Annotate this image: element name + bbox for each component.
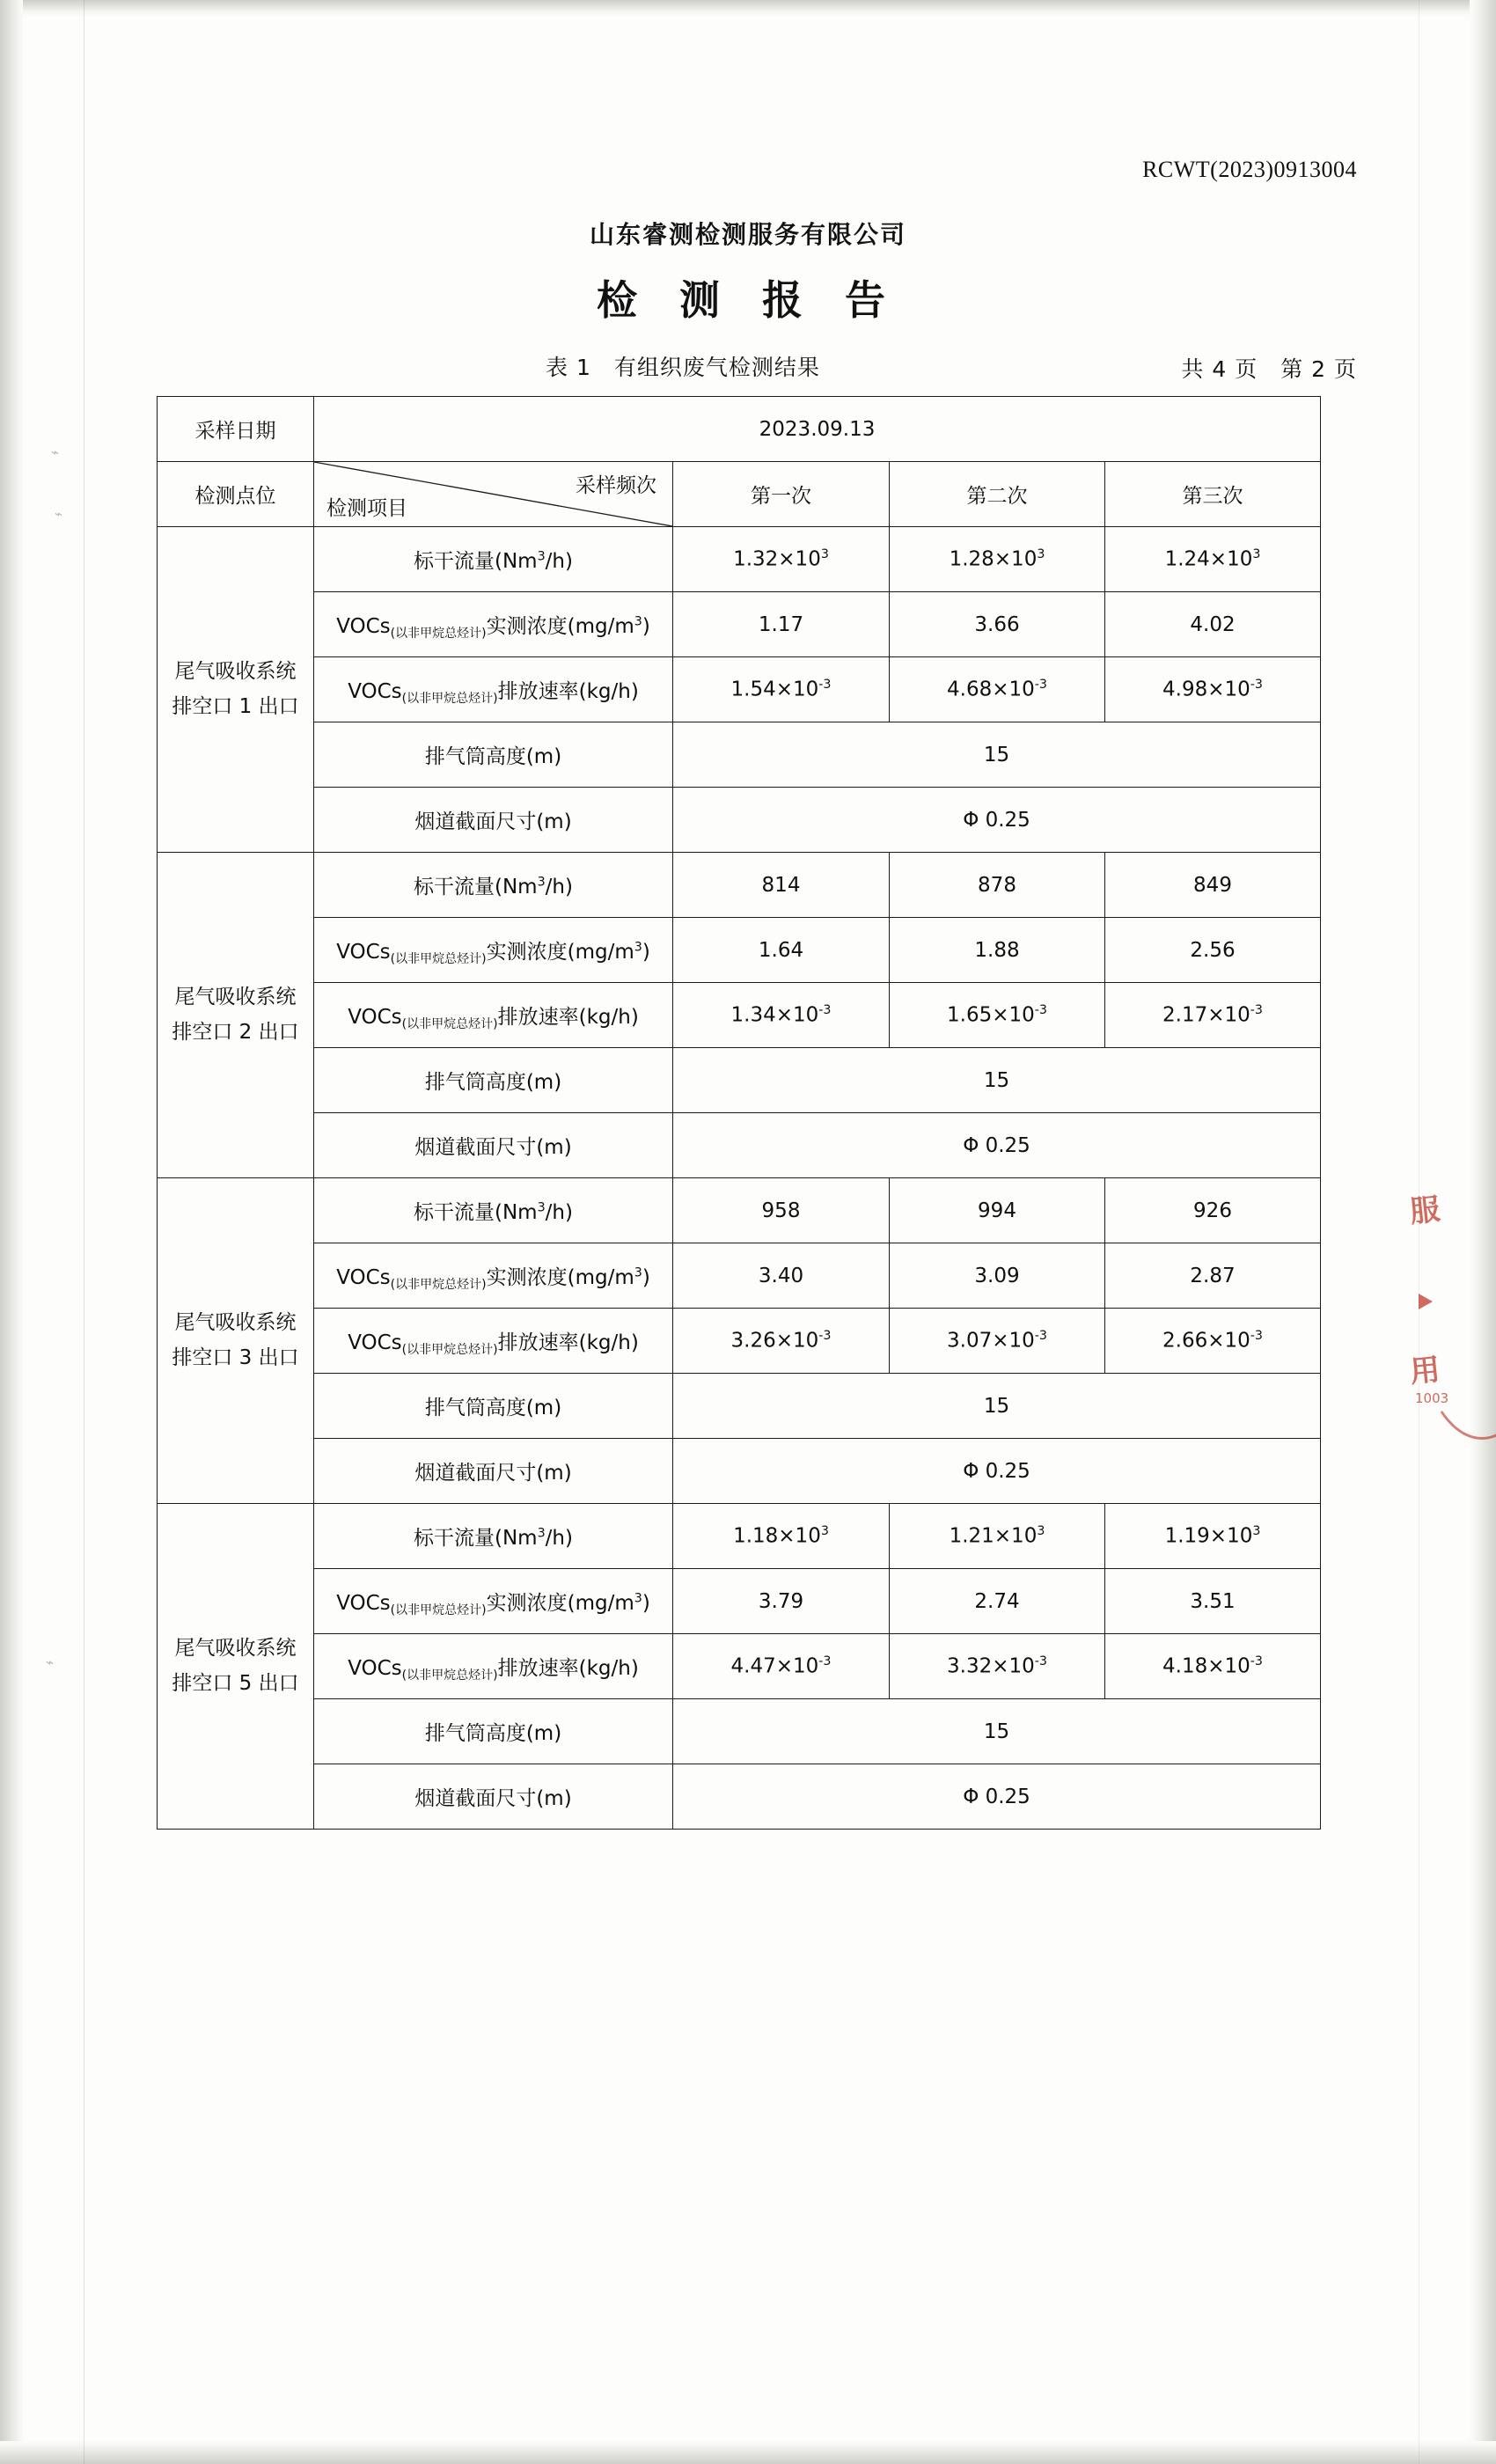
value-duct-size: Φ 0.25 (673, 1439, 1321, 1504)
table-row (158, 1113, 1321, 1178)
value-duct-size: Φ 0.25 (673, 788, 1321, 853)
value-flow-3: 926 (1105, 1178, 1321, 1243)
value-rate-3: $2.17\times 10^{-3}$ (1105, 983, 1321, 1048)
table-row (158, 657, 1321, 722)
red-seal-stamp (1392, 1170, 1489, 1452)
table-row (158, 1439, 1321, 1504)
point-line-2: 排空口 5 出口 (172, 1671, 299, 1695)
table-row-sampling-date (158, 397, 1321, 462)
value-conc-3: 3.51 (1105, 1569, 1321, 1634)
table-row (158, 1699, 1321, 1764)
page-edge-top (0, 0, 1496, 16)
item-duct-size: 烟道截面尺寸(m) (314, 1439, 673, 1504)
header-diagonal-cell (314, 462, 673, 527)
point-line-1: 尾气吸收系统 (174, 1637, 297, 1661)
value-stack-height: 15 (673, 1699, 1321, 1764)
table-row (158, 1634, 1321, 1699)
header-col-3: 第三次 (1105, 462, 1321, 527)
item-rate: VOCs$_{(以非甲烷总烃计)}$排放速率(kg/h) (314, 1634, 673, 1699)
value-rate-1: $4.47\times 10^{-3}$ (673, 1634, 890, 1699)
item-duct-size: 烟道截面尺寸(m) (314, 788, 673, 853)
value-rate-3: $4.18\times 10^{-3}$ (1105, 1634, 1321, 1699)
value-rate-1: $1.54\times 10^{-3}$ (673, 657, 890, 722)
value-stack-height: 15 (673, 722, 1321, 788)
measurement-point-2 (158, 853, 314, 1178)
table-row (158, 592, 1321, 657)
value-flow-2: 994 (890, 1178, 1105, 1243)
measurement-point-3 (158, 1178, 314, 1504)
value-rate-2: $3.32\times 10^{-3}$ (890, 1634, 1105, 1699)
table-row (158, 1309, 1321, 1374)
value-rate-1: $1.34\times 10^{-3}$ (673, 983, 890, 1048)
table-row (158, 1048, 1321, 1113)
value-flow-2: 878 (890, 853, 1105, 918)
table-row (158, 918, 1321, 983)
item-duct-size: 烟道截面尺寸(m) (314, 1764, 673, 1830)
results-table (157, 396, 1321, 1830)
value-conc-2: 1.88 (890, 918, 1105, 983)
value-duct-size: Φ 0.25 (673, 1113, 1321, 1178)
item-flow: 标干流量(Nm$^3$/h) (314, 527, 673, 592)
seal-triangle-icon (1419, 1294, 1433, 1309)
value-rate-3: $4.98\times 10^{-3}$ (1105, 657, 1321, 722)
point-line-1: 尾气吸收系统 (174, 986, 297, 1009)
item-concentration: VOCs$_{(以非甲烷总烃计)}$实测浓度$(mg/m^3)$ (314, 918, 673, 983)
item-duct-size: 烟道截面尺寸(m) (314, 1113, 673, 1178)
item-rate: VOCs$_{(以非甲烷总烃计)}$排放速率(kg/h) (314, 1309, 673, 1374)
table-row (158, 1569, 1321, 1634)
value-conc-2: 3.09 (890, 1243, 1105, 1309)
seal-number: 1003 (1415, 1390, 1449, 1406)
item-stack-height: 排气筒高度(m) (314, 722, 673, 788)
value-flow-1: 814 (673, 853, 890, 918)
item-concentration: VOCs$_{(以非甲烷总烃计)}$实测浓度$(mg/m^3)$ (314, 1243, 673, 1309)
value-flow-1: 958 (673, 1178, 890, 1243)
item-stack-height: 排气筒高度(m) (314, 1699, 673, 1764)
value-conc-3: 2.56 (1105, 918, 1321, 983)
page-edge-left (0, 0, 23, 2464)
header-item-label: 检测项目 (326, 497, 407, 520)
point-line-2: 排空口 2 出口 (172, 1020, 299, 1044)
table-row-header (158, 462, 1321, 527)
value-rate-1: $3.26\times 10^{-3}$ (673, 1309, 890, 1374)
table-row (158, 1764, 1321, 1830)
value-conc-2: 2.74 (890, 1569, 1105, 1634)
value-duct-size: Φ 0.25 (673, 1764, 1321, 1830)
value-conc-1: 1.17 (673, 592, 890, 657)
page-edge-bottom (0, 2441, 1496, 2464)
point-line-2: 排空口 1 出口 (172, 694, 299, 718)
value-rate-2: $1.65\times 10^{-3}$ (890, 983, 1105, 1048)
table-row (158, 1178, 1321, 1243)
item-stack-height: 排气筒高度(m) (314, 1048, 673, 1113)
header-point-label: 检测点位 (158, 462, 314, 527)
value-rate-3: $2.66\times 10^{-3}$ (1105, 1309, 1321, 1374)
item-flow: 标干流量(Nm$^3$/h) (314, 1178, 673, 1243)
item-flow: 标干流量(Nm$^3$/h) (314, 1504, 673, 1569)
value-conc-1: 3.79 (673, 1569, 890, 1634)
table-caption: 表 1 有组织废气检测结果 (546, 355, 820, 380)
item-rate: VOCs$_{(以非甲烷总烃计)}$排放速率(kg/h) (314, 657, 673, 722)
value-stack-height: 15 (673, 1374, 1321, 1439)
value-flow-3: $1.24\times 10^3$ (1105, 527, 1321, 592)
value-flow-3: 849 (1105, 853, 1321, 918)
company-name: 山东睿测检测服务有限公司 (589, 220, 906, 249)
item-flow: 标干流量(Nm$^3$/h) (314, 853, 673, 918)
table-row (158, 1504, 1321, 1569)
item-concentration: VOCs$_{(以非甲烷总烃计)}$实测浓度$(mg/m^3)$ (314, 592, 673, 657)
value-flow-2: $1.28\times 10^3$ (890, 527, 1105, 592)
sampling-date-label: 采样日期 (158, 397, 314, 462)
value-conc-3: 4.02 (1105, 592, 1321, 657)
margin-mark-2: ⌁ (55, 506, 63, 522)
seal-char-1: 服 (1408, 1192, 1442, 1230)
table-row (158, 983, 1321, 1048)
value-conc-1: 1.64 (673, 918, 890, 983)
header-col-2: 第二次 (890, 462, 1105, 527)
measurement-point-1 (158, 527, 314, 853)
table-row (158, 788, 1321, 853)
value-conc-2: 3.66 (890, 592, 1105, 657)
measurement-point-4 (158, 1504, 314, 1830)
value-flow-2: $1.21\times 10^3$ (890, 1504, 1105, 1569)
header-frequency-label: 采样频次 (576, 474, 656, 497)
margin-mark-1: ⌁ (51, 444, 60, 460)
value-conc-3: 2.87 (1105, 1243, 1321, 1309)
sampling-date-value: 2023.09.13 (314, 397, 1321, 462)
document-title: 检 测 报 告 (596, 276, 900, 324)
value-conc-1: 3.40 (673, 1243, 890, 1309)
value-rate-2: $4.68\times 10^{-3}$ (890, 657, 1105, 722)
table-row (158, 527, 1321, 592)
value-flow-1: $1.32\times 10^3$ (673, 527, 890, 592)
item-concentration: VOCs$_{(以非甲烷总烃计)}$实测浓度$(mg/m^3)$ (314, 1569, 673, 1634)
report-number: RCWT(2023)0913004 (1142, 157, 1357, 182)
value-flow-1: $1.18\times 10^3$ (673, 1504, 890, 1569)
page-count: 共 4 页 第 2 页 (1181, 356, 1357, 382)
point-line-1: 尾气吸收系统 (174, 1311, 297, 1335)
table-row (158, 853, 1321, 918)
table-row (158, 722, 1321, 788)
point-line-1: 尾气吸收系统 (174, 660, 297, 684)
table-row (158, 1374, 1321, 1439)
value-stack-height: 15 (673, 1048, 1321, 1113)
item-stack-height: 排气筒高度(m) (314, 1374, 673, 1439)
item-rate: VOCs$_{(以非甲烷总烃计)}$排放速率(kg/h) (314, 983, 673, 1048)
header-col-1: 第一次 (673, 462, 890, 527)
table-row (158, 1243, 1321, 1309)
seal-char-2: 用 (1408, 1352, 1442, 1390)
value-flow-3: $1.19\times 10^3$ (1105, 1504, 1321, 1569)
value-rate-2: $3.07\times 10^{-3}$ (890, 1309, 1105, 1374)
margin-mark-3: ⌁ (46, 1654, 55, 1670)
point-line-2: 排空口 3 出口 (172, 1346, 299, 1369)
